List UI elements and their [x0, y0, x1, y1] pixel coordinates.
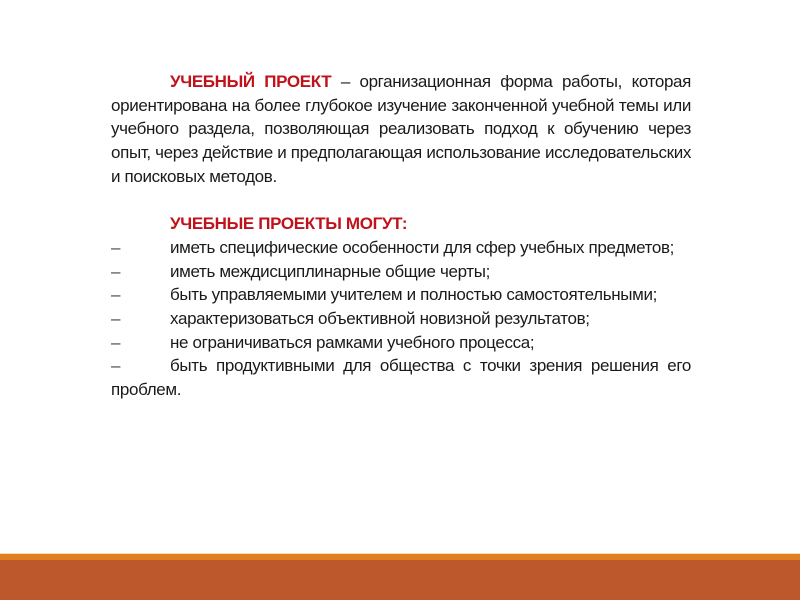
- footer-rust-band: [0, 560, 800, 600]
- dash-bullet-icon: –: [111, 356, 121, 376]
- dash-bullet-icon: –: [111, 237, 121, 257]
- list-item: – быть продуктивными для общества с точки зрения решения его проблем.: [111, 356, 691, 400]
- slide-content: [111, 70, 691, 402]
- definition-text: – организационная форма работы, которая ориентирована на более глубокое изучение законченной учебной темы или учебного раздела, позволяющая реализовать подход к обучению через опыт, через действие и предполагающая использование исследовательских и поисковых методов.: [111, 72, 692, 186]
- bullet-list: [111, 236, 691, 402]
- dash-bullet-icon: –: [111, 309, 121, 329]
- list-item: – быть управляемыми учителем и полностью самостоятельными;: [111, 283, 691, 307]
- list-heading-row: [111, 212, 691, 236]
- dash-bullet-icon: –: [111, 332, 121, 352]
- definition-term: УЧЕБНЫЙ ПРОЕКТ: [170, 72, 332, 91]
- list-item: – иметь междисциплинарные общие черты;: [111, 260, 691, 284]
- spacer: [111, 189, 691, 213]
- list-item: – иметь специфические особенности для сфер учебных предметов;: [111, 236, 691, 260]
- list-item: – не ограничиваться рамками учебного процесса;: [111, 331, 691, 355]
- list-heading: УЧЕБНЫЕ ПРОЕКТЫ МОГУТ:: [170, 214, 408, 234]
- dash-bullet-icon: –: [111, 285, 121, 305]
- definition-paragraph: [111, 70, 691, 189]
- list-item: – характеризоваться объективной новизной результатов;: [111, 307, 691, 331]
- dash-bullet-icon: –: [111, 261, 121, 281]
